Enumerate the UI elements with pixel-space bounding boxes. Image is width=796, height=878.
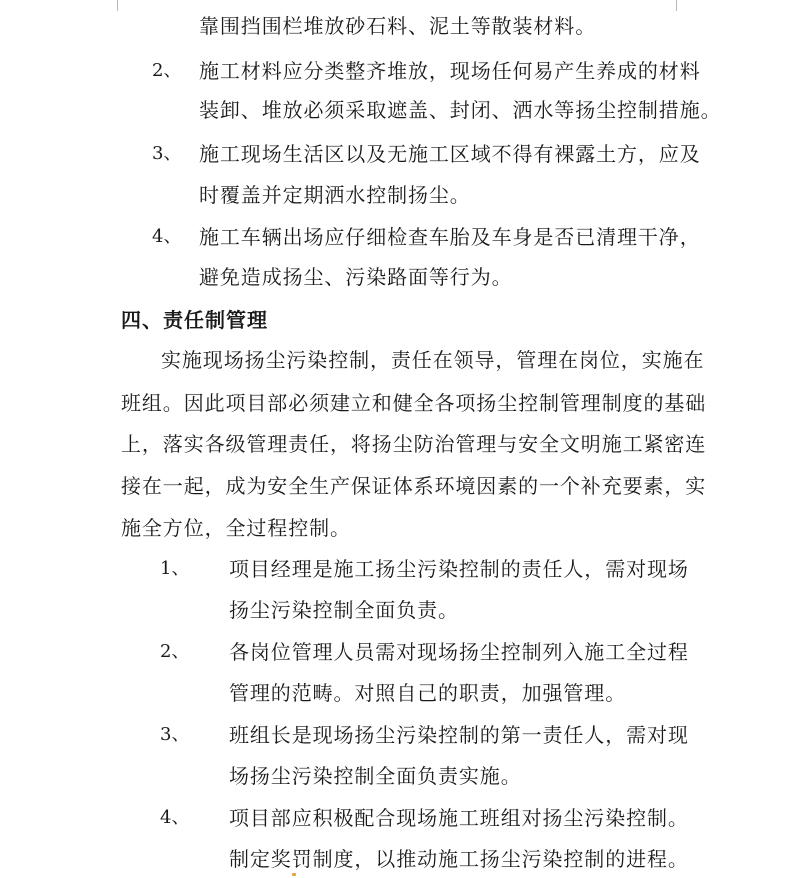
duty-item-3-line-1: 班组长是现场扬尘污染控制的第一责任人，需对现 — [229, 723, 689, 747]
list-item-2-line-1: 施工材料应分类整齐堆放，现场任何易产生养成的材料 — [199, 59, 701, 83]
duty-item-4-line-2: 制定奖罚制度，以推动施工扬尘污染控制的进程。 — [229, 847, 689, 871]
duty-item-4-line-1: 项目部应积极配合现场施工班组对扬尘污染控制。 — [229, 806, 689, 830]
page-corner-mark-right — [676, 0, 689, 11]
list-item-1-line-1: 靠围挡围栏堆放砂石料、泥土等散装材料。 — [199, 14, 597, 38]
duty-item-3-number: 3、 — [160, 724, 190, 745]
list-item-4-line-2: 避免造成扬尘、污染路面等行为。 — [199, 265, 513, 289]
list-item-2-number: 2、 — [152, 60, 182, 81]
paragraph-line-4: 接在一起，成为安全生产保证体系环境因素的一个补充要素，实 — [121, 474, 707, 498]
paragraph-line-2: 班组。因此项目部必须建立和健全各项扬尘控制管理制度的基础 — [121, 391, 707, 415]
section-heading: 四、责任制管理 — [121, 308, 268, 332]
paragraph-line-3: 上，落实各级管理责任，将扬尘防治管理与安全文明施工紧密连 — [121, 432, 707, 456]
duty-item-3-line-2: 场扬尘污染控制全面负责实施。 — [229, 764, 522, 788]
list-item-3-line-1: 施工现场生活区以及无施工区域不得有裸露土方，应及 — [199, 142, 701, 166]
list-item-4-number: 4、 — [152, 226, 182, 247]
duty-item-1-line-1: 项目经理是施工扬尘污染控制的责任人，需对现场 — [229, 557, 689, 581]
list-item-3-line-2: 时覆盖并定期洒水控制扬尘。 — [199, 183, 471, 207]
list-item-4-line-1: 施工车辆出场应仔细检查车胎及车身是否已清理干净， — [199, 225, 701, 249]
duty-item-1-line-2: 扬尘污染控制全面负责。 — [229, 598, 459, 622]
paragraph-line-1: 实施现场扬尘污染控制，责任在领导，管理在岗位，实施在 — [161, 348, 705, 372]
duty-item-2-number: 2、 — [160, 641, 190, 662]
page-corner-mark-left — [105, 0, 118, 11]
duty-item-1-number: 1、 — [160, 558, 190, 579]
text-cursor-marker — [292, 873, 296, 876]
duty-item-2-line-2: 管理的范畴。对照自己的职责，加强管理。 — [229, 681, 627, 705]
list-item-3-number: 3、 — [152, 143, 182, 164]
paragraph-line-5: 施全方位，全过程控制。 — [121, 516, 351, 540]
list-item-2-line-2: 装卸、堆放必须采取遮盖、封闭、洒水等扬尘控制措施。 — [199, 98, 722, 122]
duty-item-4-number: 4、 — [160, 807, 190, 828]
duty-item-2-line-1: 各岗位管理人员需对现场扬尘控制列入施工全过程 — [229, 640, 689, 664]
